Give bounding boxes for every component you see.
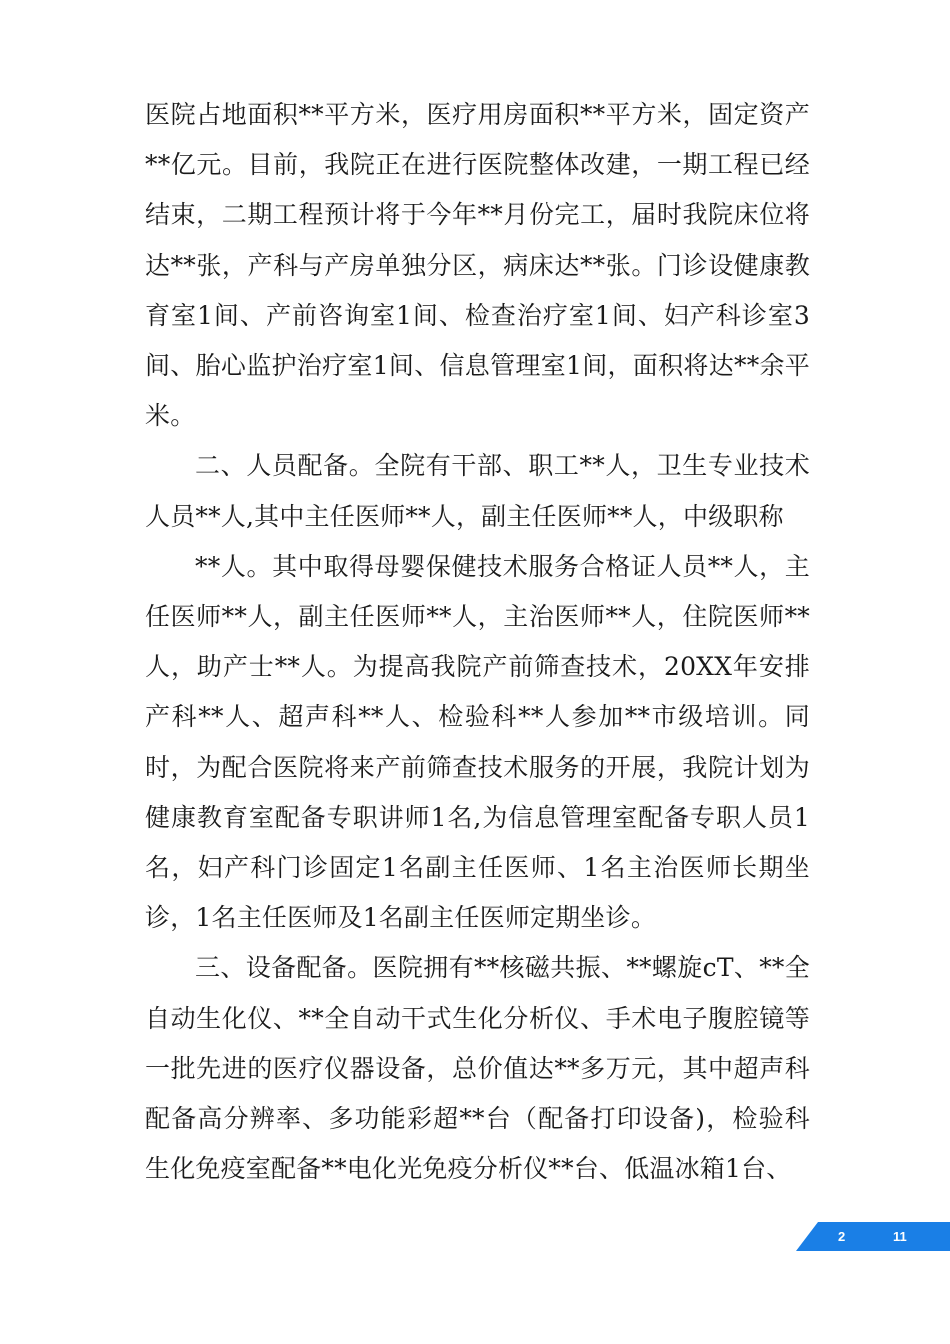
paragraph-facility: 医院占地面积**平方米，医疗用房面积**平方米，固定资产**亿元。目前，我院正在进行医院整体改建，一期工程已经结束，二期工程预计将于今年**月份完工，届时我院床位将达**张，产科与产房单独分区，病床达**张。门诊设健康教育室1间、产前咨询室1间、检查治疗室1间、妇产科诊室3间、胎心监护治疗室1间、信息管理室1间，面积将达**余平米。 — [145, 100, 810, 431]
paragraph-equipment: 三、设备配备。医院拥有**核磁共振、**螺旋cT、**全自动生化仪、**全自动干式生化分析仪、手术电子腹腔镜等一批先进的医疗仪器设备，总价值达**多万元，其中超声科配备高分辨率、多功能彩超**台（配备打印设备)，检验科生化免疫室配备**电化光免疫分析仪**台、低温冰箱1台、 — [145, 953, 810, 1184]
document-body — [145, 90, 810, 1194]
paragraph-staffing: 二、人员配备。全院有干部、职工**人，卫生专业技术人员**人,其中主任医师**人，副主任医师**人，中级职称 — [145, 451, 810, 531]
paragraph-staffing-continued: **人。其中取得母婴保健技术服务合格证人员**人，主任医师**人，副主任医师**人，主治医师**人，住院医师**人，助产士**人。为提高我院产前筛查技术，20XX年安排产科**人、超声科**人、检验科**人参加**市级培训。同时，为配合医院将来产前筛查技术服务的开展，我院计划为健康教育室配备专职讲师1名,为信息管理室配备专职人员1名，妇产科门诊固定1名副主任医师、1名主治医师长期坐诊，1名主任医师及1名副主任医师定期坐诊。 — [145, 551, 810, 933]
total-page-count: 11 — [893, 1229, 907, 1244]
page-footer-band — [796, 1222, 950, 1251]
current-page-number: 2 — [838, 1229, 846, 1244]
